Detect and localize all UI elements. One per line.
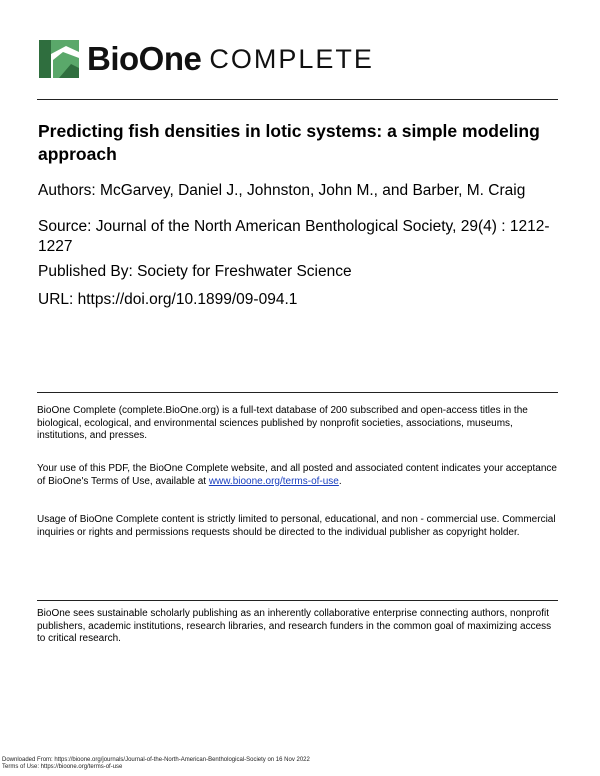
- terms-notice: [37, 463, 559, 488]
- mission-statement: BioOne sees sustainable scholarly publishing as an inherently collaborative enterprise connecting authors, nonprofit publishers, academic institutions, research libraries, and research funders in the common goal of maximizing access to critical research.: [37, 608, 552, 644]
- brand-subtitle: COMPLETE: [209, 44, 374, 74]
- terms-text: Your use of this PDF, the BioOne Complete website, and all posted and associated content indicates your acceptance of BioOne's Terms of Use, available at: [37, 463, 557, 487]
- article-url[interactable]: URL: https://doi.org/10.1899/09-094.1: [38, 291, 298, 308]
- bioone-landscape-logo-icon: [39, 38, 79, 78]
- about-notice: BioOne Complete (complete.BioOne.org) is a full-text database of 200 subscribed and open-access titles in the biological, ecological, and environmental sciences published by nonprofit societies, associations, museums, institutions, and presses.: [37, 405, 528, 441]
- notice-divider: [37, 392, 558, 393]
- download-info: Downloaded From: https://bioone.org/journals/Journal-of-the-North-American-Benthological-Society on 16 Nov 2022: [2, 757, 310, 763]
- article-publisher: Published By: Society for Freshwater Science: [38, 263, 352, 280]
- terms-of-use-link[interactable]: www.bioone.org/terms-of-use: [208, 475, 339, 487]
- header-divider: [37, 99, 558, 100]
- bioone-logo[interactable]: [39, 38, 374, 78]
- terms-period: .: [338, 475, 342, 487]
- article-title: Predicting fish densities in lotic systems: a simple modeling approach: [38, 121, 540, 164]
- mission-divider: [37, 600, 558, 601]
- brand-name: BioOne: [87, 39, 202, 77]
- article-authors: Authors: McGarvey, Daniel J., Johnston, John M., and Barber, M. Craig: [38, 182, 526, 199]
- article-source: Source: Journal of the North American Benthological Society, 29(4) : 1212-1227: [38, 218, 550, 255]
- terms-footer: Terms of Use: https://bioone.org/terms-of-use: [2, 764, 123, 770]
- usage-notice: Usage of BioOne Complete content is strictly limited to personal, educational, and non - commercial use. Commercial inquiries or rights and permissions requests should be directed to the individual publisher as copyright holder.: [37, 514, 556, 538]
